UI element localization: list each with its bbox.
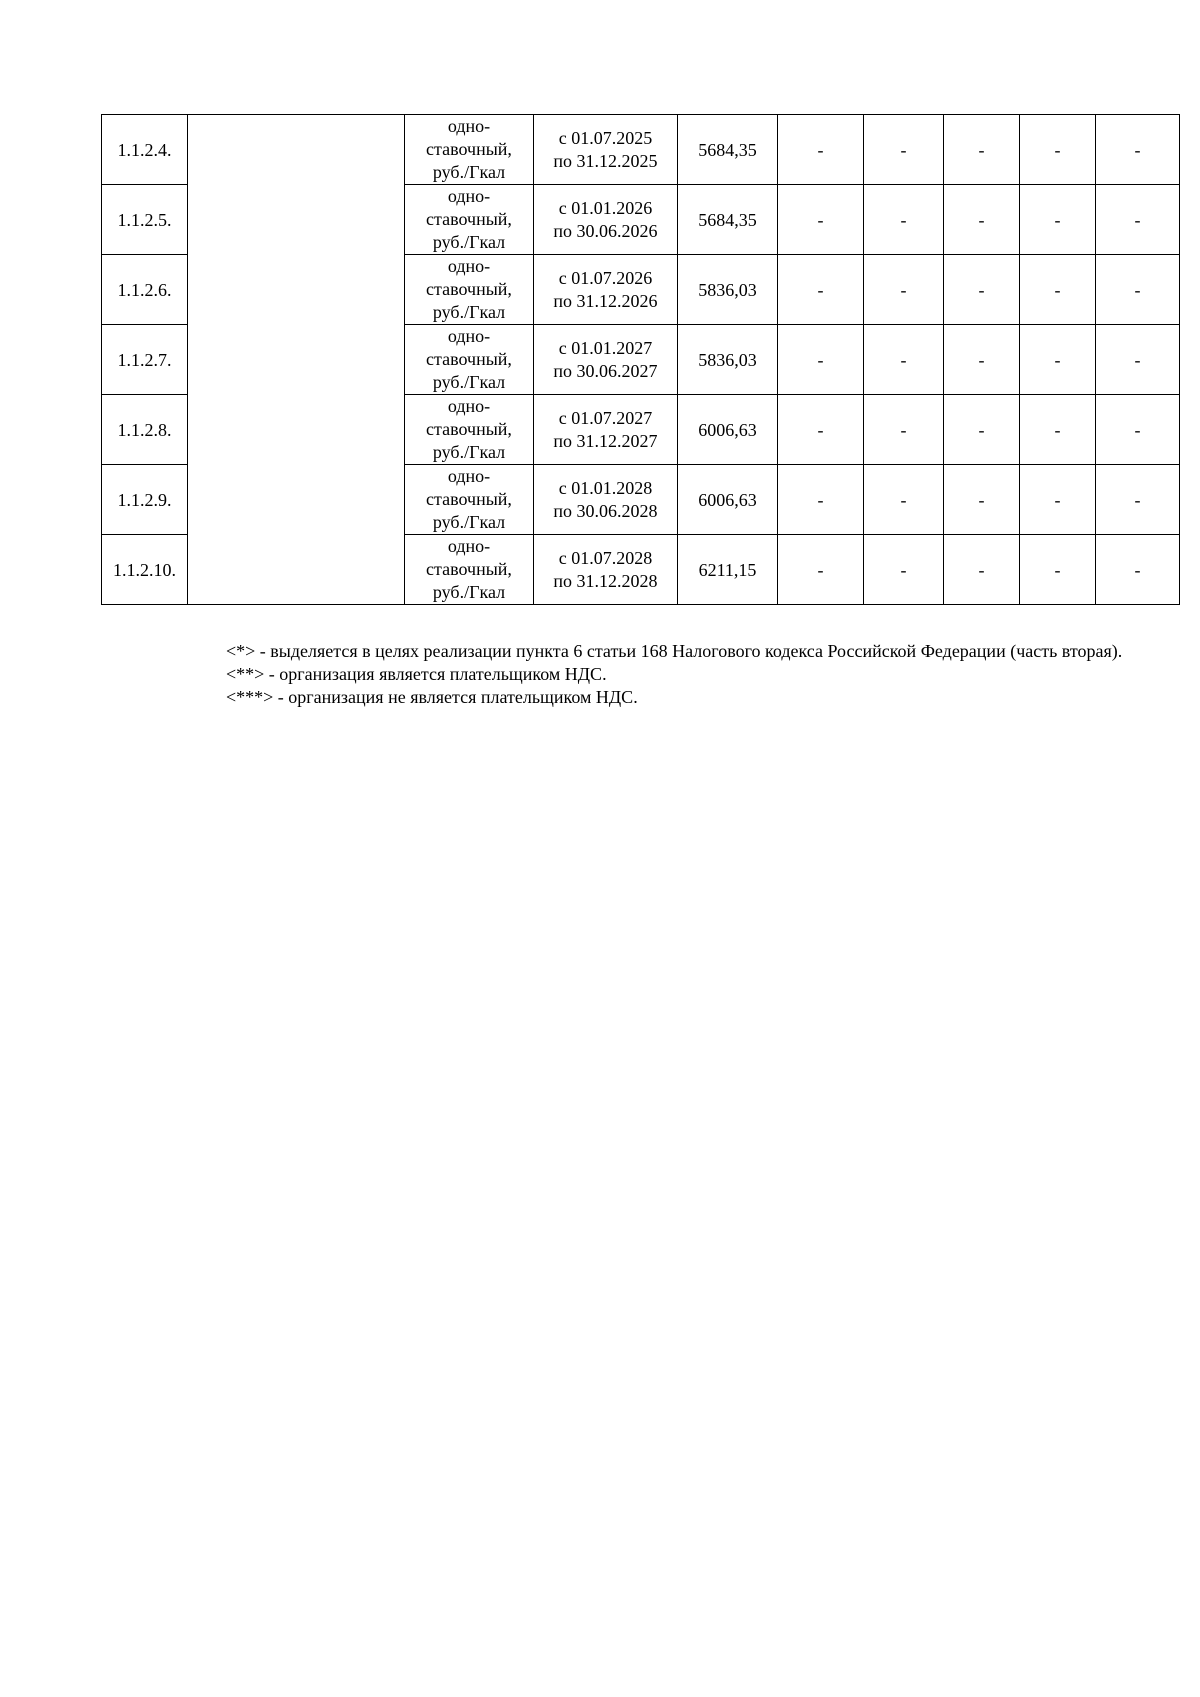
table-row — [102, 115, 1180, 185]
empty-cell: - — [1096, 255, 1180, 325]
period-from: с 01.07.2025 — [558, 127, 653, 148]
row-number: 1.1.2.5. — [102, 185, 188, 255]
tariff-value: 6006,63 — [678, 395, 778, 465]
row-number: 1.1.2.6. — [102, 255, 188, 325]
period-from: с 01.01.2028 — [558, 477, 653, 498]
empty-cell: - — [1096, 325, 1180, 395]
footnote-non-vat-payer: <***> - организация не является плательщиком НДС. — [226, 687, 638, 707]
rate-type: одно-ставочный, руб./Гкал — [405, 255, 534, 325]
tariff-table — [101, 114, 1180, 605]
period-from: с 01.07.2027 — [558, 407, 653, 428]
row-number: 1.1.2.4. — [102, 115, 188, 185]
period — [534, 255, 678, 325]
period-from: с 01.01.2027 — [558, 337, 653, 358]
tariff-value: 5684,35 — [678, 185, 778, 255]
tariff-value: 6211,15 — [678, 535, 778, 605]
row-number: 1.1.2.7. — [102, 325, 188, 395]
empty-cell: - — [864, 535, 944, 605]
period — [534, 115, 678, 185]
tariff-value: 5684,35 — [678, 115, 778, 185]
footnote-vat-allocation: <*> - выделяется в целях реализации пункта 6 статьи 168 Налогового кодекса Российской Федерации (часть вторая). — [226, 641, 1123, 661]
empty-cell: - — [1096, 185, 1180, 255]
period — [534, 325, 678, 395]
empty-cell: - — [1020, 465, 1096, 535]
empty-cell: - — [864, 325, 944, 395]
period-to: по 30.06.2027 — [553, 360, 658, 381]
footnotes — [172, 640, 1132, 709]
empty-cell: - — [1096, 465, 1180, 535]
tariff-value: 5836,03 — [678, 325, 778, 395]
empty-cell: - — [1020, 115, 1096, 185]
empty-cell: - — [864, 255, 944, 325]
empty-cell: - — [778, 395, 864, 465]
period — [534, 185, 678, 255]
row-number: 1.1.2.10. — [102, 535, 188, 605]
period-to: по 31.12.2028 — [553, 570, 658, 591]
empty-cell: - — [1020, 325, 1096, 395]
empty-cell: - — [1020, 185, 1096, 255]
footnote-vat-payer: <**> - организация является плательщиком НДС. — [226, 664, 607, 684]
period-to: по 31.12.2026 — [553, 290, 658, 311]
rate-type: одно-ставочный, руб./Гкал — [405, 115, 534, 185]
empty-cell: - — [944, 395, 1020, 465]
period-to: по 31.12.2025 — [553, 150, 658, 171]
empty-cell: - — [1096, 395, 1180, 465]
rate-type: одно-ставочный, руб./Гкал — [405, 465, 534, 535]
empty-cell: - — [864, 115, 944, 185]
empty-cell: - — [778, 325, 864, 395]
period-to: по 31.12.2027 — [553, 430, 658, 451]
empty-cell: - — [864, 395, 944, 465]
empty-cell: - — [778, 115, 864, 185]
empty-cell: - — [944, 535, 1020, 605]
empty-cell: - — [778, 535, 864, 605]
period — [534, 465, 678, 535]
period-to: по 30.06.2026 — [553, 220, 658, 241]
empty-cell: - — [778, 255, 864, 325]
period-from: с 01.07.2026 — [558, 267, 653, 288]
empty-cell: - — [1020, 395, 1096, 465]
empty-cell: - — [1096, 115, 1180, 185]
empty-cell: - — [778, 185, 864, 255]
empty-cell: - — [944, 185, 1020, 255]
period — [534, 535, 678, 605]
period — [534, 395, 678, 465]
empty-cell: - — [864, 185, 944, 255]
empty-cell: - — [1020, 255, 1096, 325]
rate-type: одно-ставочный, руб./Гкал — [405, 395, 534, 465]
empty-cell: - — [944, 255, 1020, 325]
empty-cell: - — [1096, 535, 1180, 605]
tariff-value: 5836,03 — [678, 255, 778, 325]
empty-cell: - — [1020, 535, 1096, 605]
rate-type: одно-ставочный, руб./Гкал — [405, 325, 534, 395]
empty-cell: - — [944, 115, 1020, 185]
empty-cell: - — [944, 325, 1020, 395]
empty-cell: - — [778, 465, 864, 535]
empty-cell: - — [864, 465, 944, 535]
rate-type: одно-ставочный, руб./Гкал — [405, 185, 534, 255]
row-number: 1.1.2.8. — [102, 395, 188, 465]
period-from: с 01.07.2028 — [558, 547, 653, 568]
period-from: с 01.01.2026 — [558, 197, 653, 218]
merged-organization-cell — [188, 115, 405, 605]
row-number: 1.1.2.9. — [102, 465, 188, 535]
period-to: по 30.06.2028 — [553, 500, 658, 521]
tariff-value: 6006,63 — [678, 465, 778, 535]
rate-type: одно-ставочный, руб./Гкал — [405, 535, 534, 605]
empty-cell: - — [944, 465, 1020, 535]
